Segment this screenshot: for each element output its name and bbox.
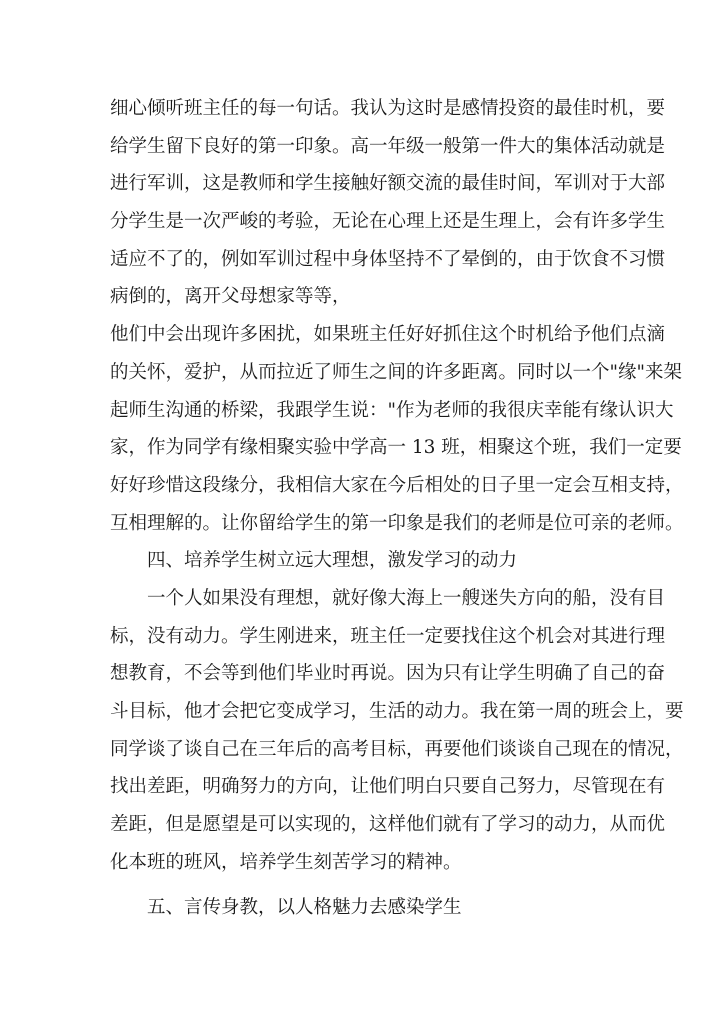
section-heading-4: 四、培养学生树立远大理想，激发学习的动力 (147, 550, 518, 572)
text-line: 互相理解的。让你留给学生的第一印象是我们的老师是位可亲的老师。 (110, 512, 684, 534)
section-heading-5: 五、言传身教，以人格魅力去感染学生 (147, 897, 462, 919)
text-line: 他们中会出现许多困扰，如果班主任好好抓住这个时机给予他们点滴 (110, 324, 666, 346)
paragraph-1 (110, 90, 666, 316)
text-line: 斗目标，他才会把它变成学习，生活的动力。我在第一周的班会上，要 (110, 701, 684, 722)
text-line: 给学生留下良好的第一印象。高一年级一般第一件大的集体活动就是 (110, 135, 666, 157)
text-line: 家，作为同学有缘相聚实验中学高一 13 班，相聚这个班，我们一定要 (110, 437, 682, 459)
text-line: 差距，但是愿望是可以实现的，这样他们就有了学习的动力，从而优 (110, 814, 666, 836)
text-line: 病倒的，离开父母想家等等， (110, 286, 351, 308)
text-line: 起师生沟通的桥梁，我跟学生说："作为老师的我很庆幸能有缘认识大 (110, 399, 674, 421)
text-line: 标，没有动力。学生刚进来，班主任一定要找住这个机会对其进行理 (110, 625, 666, 647)
text-line: 的关怀，爱护，从而拉近了师生之间的许多距离。同时以一个"缘"来架 (110, 361, 683, 383)
text-line: 进行军训，这是教师和学生接触好额交流的最佳时间，军训对于大部 (110, 173, 666, 195)
paragraph-2 (110, 316, 684, 542)
text-line: 同学谈了谈自己在三年后的高考目标，再要他们谈谈自己现在的情况， (110, 738, 684, 760)
text-line: 分学生是一次严峻的考验，无论在心理上还是生理上，会有许多学生 (110, 211, 666, 233)
text-line: 好好珍惜这段缘分，我相信大家在今后相处的日子里一定会互相支持， (110, 474, 684, 496)
body-text (110, 90, 684, 927)
paragraph-3 (110, 580, 684, 882)
text-line: 细心倾听班主任的每一句话。我认为这时是感情投资的最佳时机，要 (110, 98, 666, 119)
text-line: 一个人如果没有理想，就好像大海上一艘迷失方向的船，没有目 (147, 587, 666, 609)
text-line: 适应不了的，例如军训过程中身体坚持不了晕倒的，由于饮食不习惯 (110, 248, 666, 270)
text-line: 想教育，不会等到他们毕业时再说。因为只有让学生明确了自己的奋 (110, 663, 666, 685)
text-line: 化本班的班风，培养学生刻苦学习的精神。 (110, 851, 462, 873)
text-line: 找出差距，明确努力的方向，让他们明白只要自己努力，尽管现在有 (110, 776, 666, 798)
